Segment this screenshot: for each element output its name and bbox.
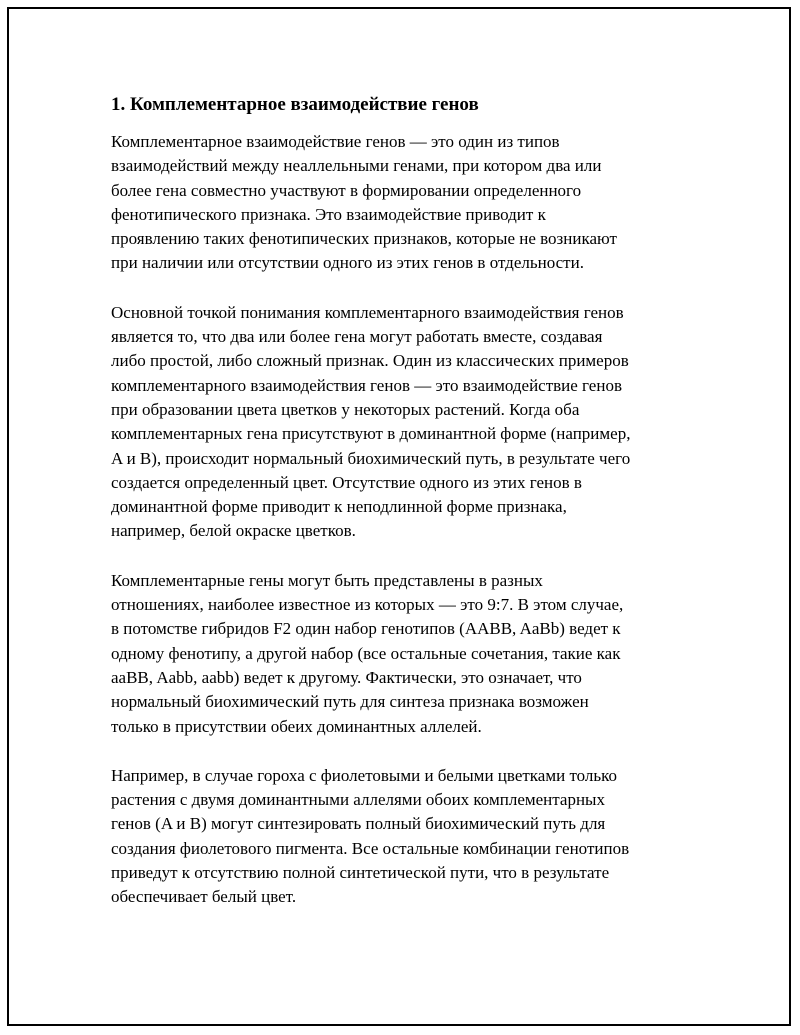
paragraph-example: Например, в случае гороха с фиолетовыми и белыми цветками только растения с двумя доминантными аллелями обоих комплементарных генов (A и B) могут синтезировать полный биохимический путь для создания фиолетового пигмента. Все остальные комбинации генотипов приведут к отсутствию полной синтетической пути, что в результате обеспечивает белый цвет. [111,765,630,907]
paragraph-intro: Комплементарное взаимодействие генов — это один из типов взаимодействий между неаллельными генами, при котором два или более гена совместно участвуют в формировании определенного фенотипического признака. Это взаимодействие приводит к проявлению таких фенотипических признаков, которые не возникают при наличии или отсутствии одного из этих генов в отдельности. [111,132,617,273]
section-heading: 1. Комплементарное взаимодействие генов [111,94,479,115]
paragraph-ratio: Комплементарные гены могут быть представлены в разных отношениях, наиболее известное из которых — это 9:7. В этом случае, в потомстве гибридов F2 один набор генотипов (AABB, AaBb) ведет к одному фенотипу, а другой набор (все остальные сочетания, такие как aaBB, Aabb, aabb) ведет к другому. Фактически, это означает, что нормальный биохимический путь для синтеза признака возможен только в присутствии обеих доминантных аллелей. [111,570,624,736]
paragraph-mechanism: Основной точкой понимания комплементарного взаимодействия генов является то, что два или более гена могут работать вместе, создавая либо простой, либо сложный признак. Один из классических примеров комплементарного взаимодействия генов — это взаимодействие генов при образовании цвета цветков у некоторых растений. Когда оба комплементарных гена присутствуют в доминантной форме (например, A и B), происходит нормальный биохимический путь, в результате чего создается определенный цвет. Отсутствие одного из этих генов в доминантной форме приводит к неподлинной форме признака, например, белой окраске цветков. [111,302,631,541]
document-body [111,92,691,935]
